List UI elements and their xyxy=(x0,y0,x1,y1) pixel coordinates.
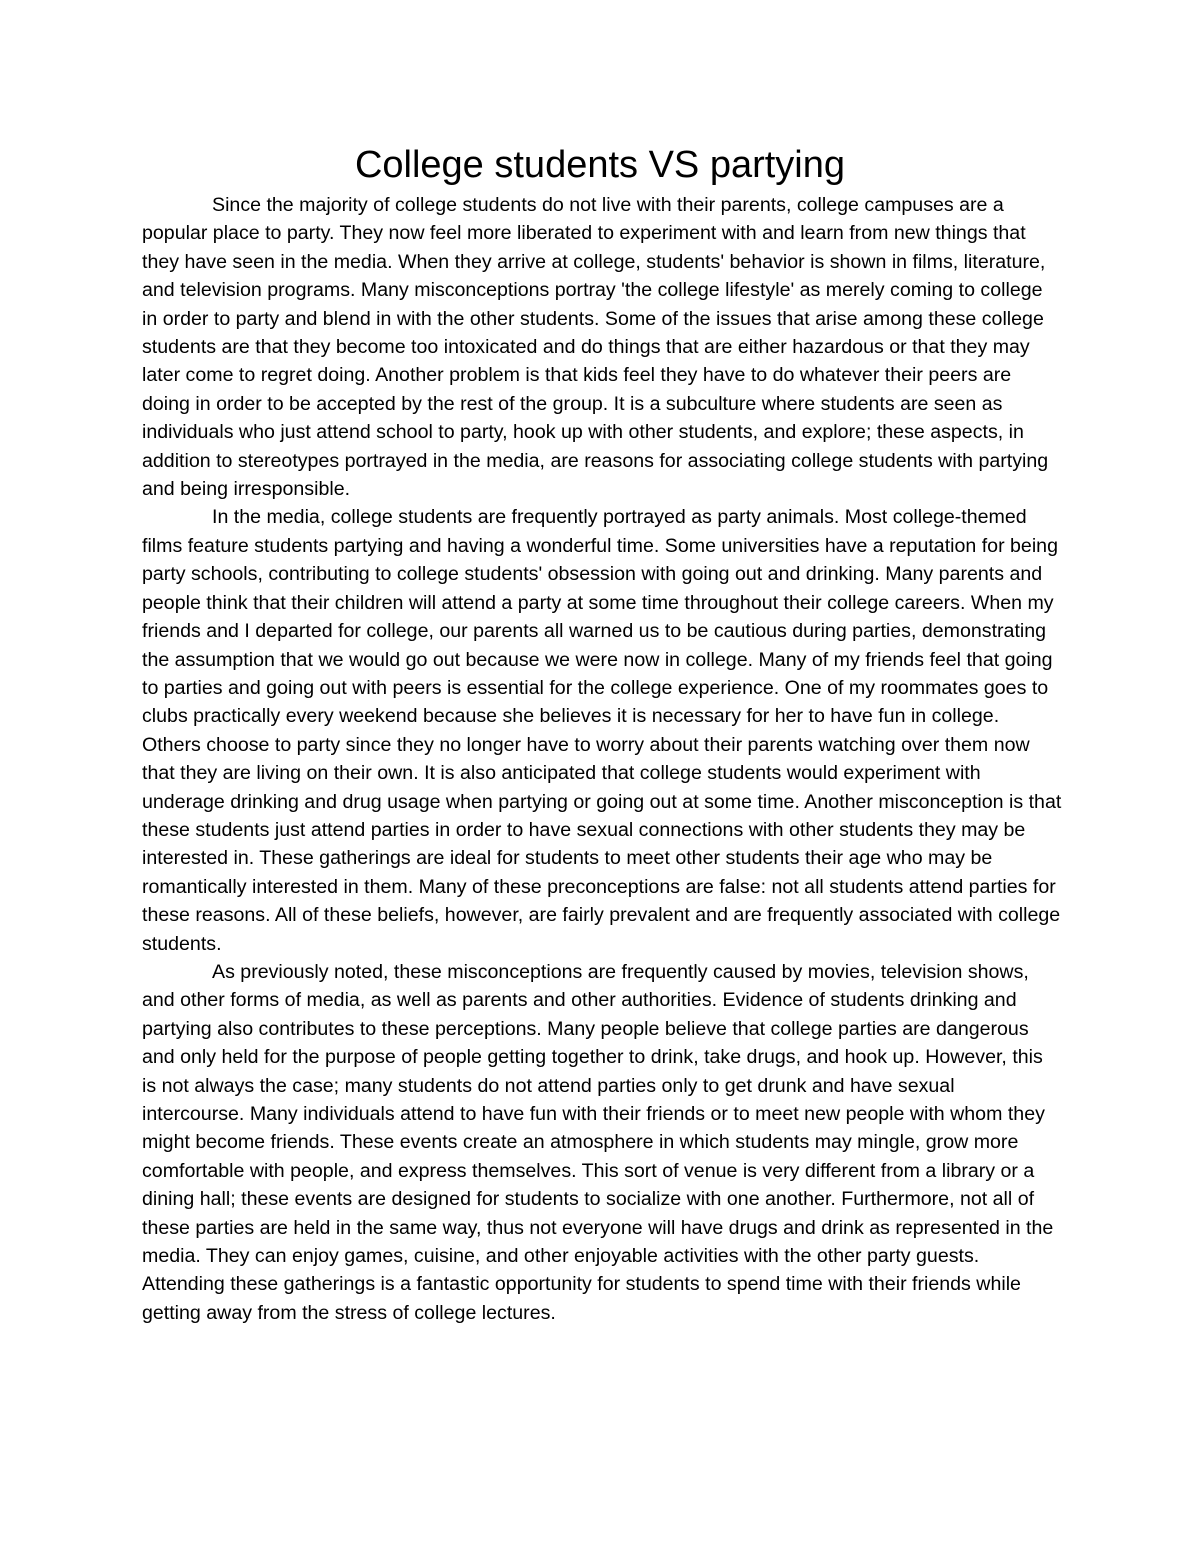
paragraph-3: As previously noted, these misconceptions are frequently caused by movies, television shows, and other forms of media, as well as parents and other authorities. Evidence of students drinking and partying also contributes to these perceptions. Many people believe that college parties are dangerous and only held for the purpose of people getting together to drink, take drugs, and hook up. However, this is not always the case; many students do not attend parties only to get drunk and have sexual intercourse. Many individuals attend to have fun with their friends or to meet new people with whom they might become friends. These events create an atmosphere in which students may mingle, grow more comfortable with people, and express themselves. This sort of venue is very different from a library or a dining hall; these events are designed for students to socialize with one another. Furthermore, not all of these parties are held in the same way, thus not everyone will have drugs and drink as represented in the media. They can enjoy games, cuisine, and other enjoyable activities with the other party guests. Attending these gatherings is a fantastic opportunity for students to spend time with their friends while getting away from the stress of college lectures. xyxy=(142,960,1054,1324)
document-body xyxy=(142,191,1062,1327)
document-title: College students VS partying xyxy=(354,144,846,186)
paragraph-1: Since the majority of college students do not live with their parents, college campuses are a popular place to party. They now feel more liberated to experiment with and learn from new things that they have seen in the media. When they arrive at college, students' behavior is shown in films, literature, and television programs. Many misconceptions portray 'the college lifestyle' as merely coming to college in order to party and blend in with the other students. Some of the issues that arise among these college students are that they become too intoxicated and do things that are either hazardous or that they may later come to regret doing. Another problem is that kids feel they have to do whatever their peers are doing in order to be accepted by the rest of the group. It is a subculture where students are seen as individuals who just attend school to party, hook up with other students, and explore; these aspects, in addition to stereotypes portrayed in the media, are reasons for associating college students with partying and being irresponsible. xyxy=(142,194,1049,501)
paragraph-2: In the media, college students are frequently portrayed as party animals. Most college-themed films feature students partying and having a wonderful time. Some universities have a reputation for being party schools, contributing to college students' obsession with going out and drinking. Many parents and people think that their children will attend a party at some time throughout their college careers. When my friends and I departed for college, our parents all warned us to be cautious during parties, demonstrating the assumption that we would go out because we were now in college. Many of my friends feel that going to parties and going out with peers is essential for the college experience. One of my roommates goes to clubs practically every weekend because she believes it is necessary for her to have fun in college. Others choose to party since they no longer have to worry about their parents watching over them now that they are living on their own. It is also anticipated that college students would experiment with underage drinking and drug usage when partying or going out at some time. Another misconception is that these students just attend parties in order to have sexual connections with other students they may be interested in. These gatherings are ideal for students to meet other students their age who may be romantically interested in them. Many of these preconceptions are false: not all students attend parties for these reasons. All of these beliefs, however, are fairly prevalent and are frequently associated with college students. xyxy=(142,506,1062,955)
